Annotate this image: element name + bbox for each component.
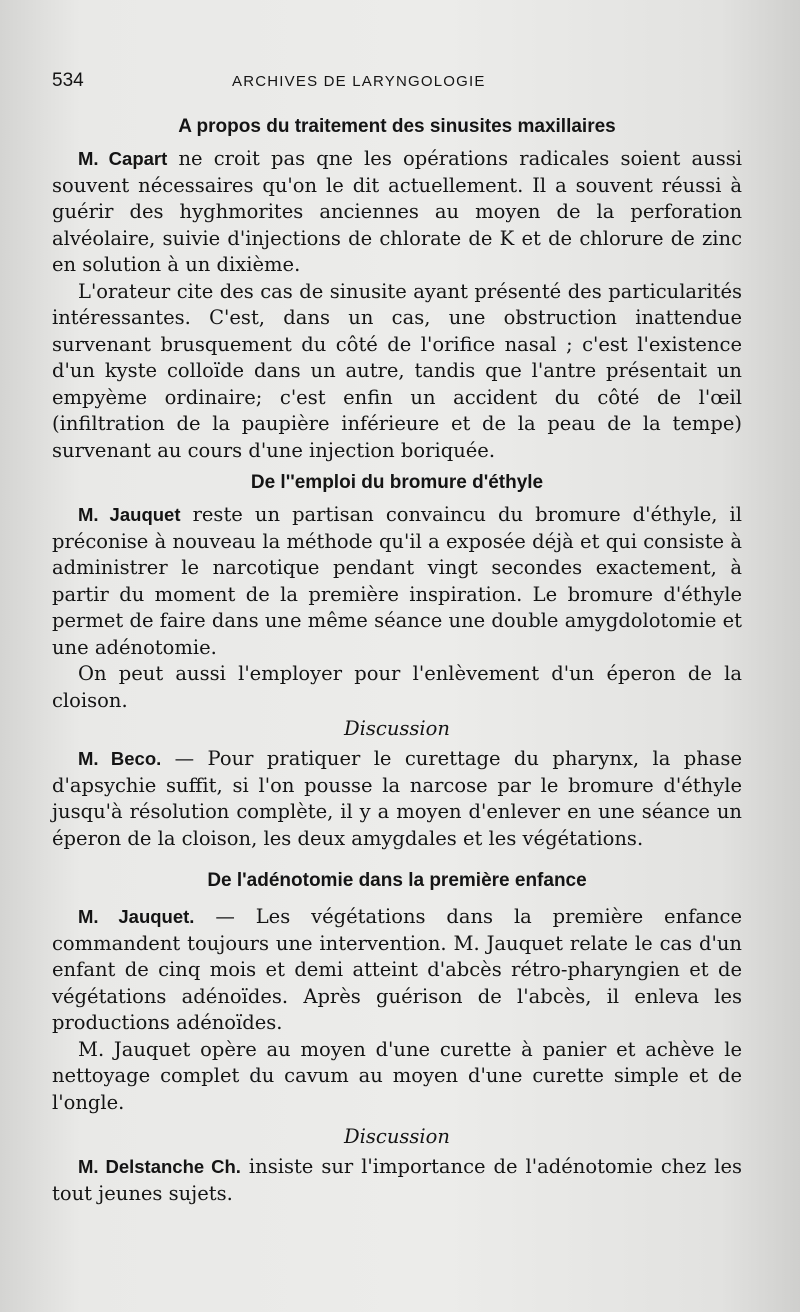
paragraph-text: ne croit pas qne les opérations radicales soient aussi souvent nécessaires qu'on le dit actuellement. Il a souvent réussi à guérir des hyghmorites anciennes au moyen de la perforation alvéolaire, suivie d'injections de chlorate de K et de chlorure de zinc en solution à un dixième. bbox=[52, 147, 742, 276]
paragraph-curette: M. Jauquet opère au moyen d'une curette à panier et achève le nettoyage complet du cavum au moyen d'une curette simple et de l'ongle. bbox=[52, 1037, 742, 1114]
paragraph-delstanche bbox=[52, 1154, 742, 1207]
speaker-name: M. Beco. bbox=[78, 748, 162, 769]
discussion-heading: Discussion bbox=[344, 717, 450, 740]
paragraph-capart bbox=[52, 146, 742, 279]
section-heading-bromure: De l''emploi du bromure d'éthyle bbox=[250, 472, 544, 493]
page-number: 534 bbox=[52, 70, 84, 91]
paragraph-text: — Pour pratiquer le curettage du pharynx, la phase d'apsychie suffit, si l'on pousse la narcose par le bromure d'éthyle jusqu'à résolution complète, il y a moyen d'enlever en une séance un éperon de la cloison, les deux amygdales et les végétations. bbox=[52, 747, 742, 850]
paragraph-orateur: L'orateur cite des cas de sinusite ayant présenté des particularités intéressantes. C'est, dans un cas, une obstruction inattendue survenant brusquement du côté de l'orifice nasal ; c'est l'existence d'un kyste colloïde dans un autre, tandis que l'antre présentait un empyème ordinaire; c'est enfin un accident du côté de l'œil (infiltration de la paupière inférieure et de la peau de la tempe) survenant au cours d'une injection boriquée. bbox=[52, 279, 742, 462]
paragraph-text: — Les végétations dans la première enfance commandent toujours une intervention. M. Jauquet relate le cas d'un enfant de cinq mois et demi atteint d'abcès rétro-pharyngien et de végétations adénoïdes. Après guérison de l'abcès, il enleva les productions adénoïdes. bbox=[52, 905, 743, 1034]
running-title: ARCHIVES DE LARYNGOLOGIE bbox=[232, 73, 486, 90]
article-body bbox=[52, 114, 742, 1207]
page-header bbox=[52, 70, 742, 100]
speaker-name: M. Jauquet bbox=[78, 504, 181, 525]
section-heading-adenotomie: De l'adénotomie dans la première enfance bbox=[207, 870, 587, 891]
paragraph-beco bbox=[52, 746, 742, 852]
paragraph-text: insiste sur l'importance de l'adénotomie chez les tout jeunes sujets. bbox=[52, 1155, 742, 1205]
paragraph-jauquet-vegetations bbox=[52, 904, 742, 1037]
speaker-name: M. Jauquet. bbox=[78, 906, 195, 927]
speaker-name: M. Capart bbox=[78, 148, 168, 169]
speaker-name: M. Delstanche Ch. bbox=[78, 1156, 241, 1177]
paragraph-eperon: On peut aussi l'employer pour l'enlèvement d'un éperon de la cloison. bbox=[52, 662, 742, 712]
section-heading-sinusites: A propos du traitement des sinusites maxillaires bbox=[178, 116, 616, 137]
paragraph-jauquet-bromure bbox=[52, 502, 742, 661]
discussion-heading: Discussion bbox=[344, 1125, 450, 1148]
paragraph-text: reste un partisan convaincu du bromure d'éthyle, il préconise à nouveau la méthode qu'il a exposée déjà et qui consiste à administrer le narcotique pendant vingt secondes exactement, à partir du moment de la première inspiration. Le bromure d'éthyle permet de faire dans une même séance une double amygdolotomie et une adénotomie. bbox=[52, 503, 742, 659]
